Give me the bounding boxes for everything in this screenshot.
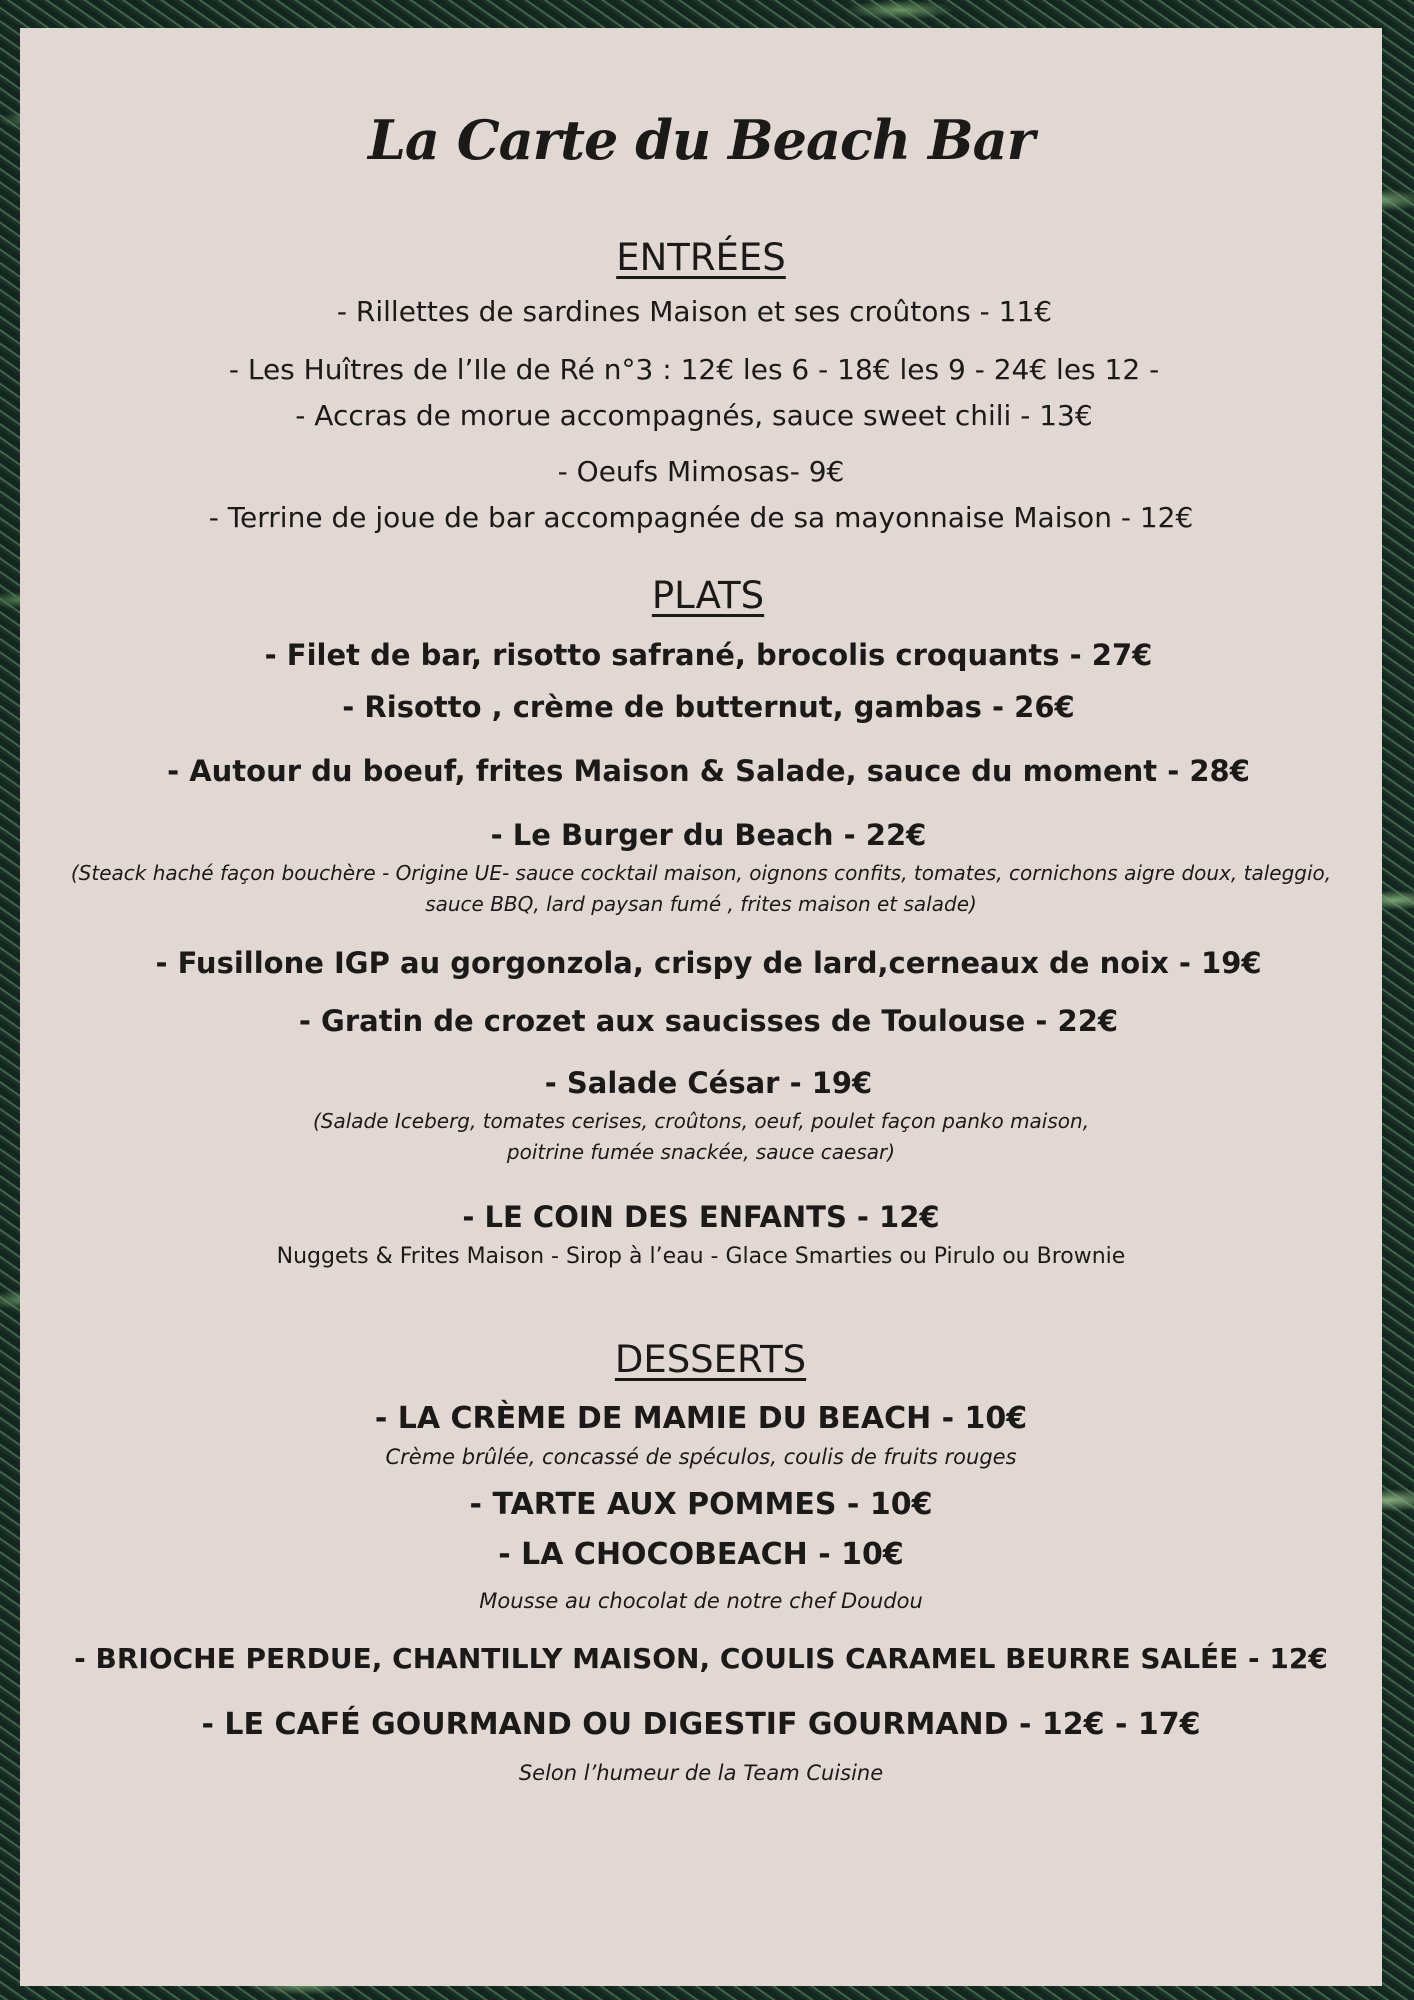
menu-item-plat: - LE COIN DES ENFANTS - 12€ <box>462 1200 940 1234</box>
menu-item-dessert: - TARTE AUX POMMES - 10€ <box>469 1487 933 1522</box>
menu-item-entree: - Oeufs Mimosas- 9€ <box>557 455 845 488</box>
menu-item-plat: - Fusillone IGP au gorgonzola, crispy de lard,cerneaux de noix - 19€ <box>155 946 1262 980</box>
menu-item-dessert: - BRIOCHE PERDUE, CHANTILLY MAISON, COULIS CARAMEL BEURRE SALÉE - 12€ <box>74 1642 1328 1675</box>
menu-item-description: (Salade Iceberg, tomates cerises, croûtons, oeuf, poulet façon panko maison, <box>312 1109 1090 1133</box>
menu-item-dessert: - LA CRÈME DE MAMIE DU BEACH - 10€ <box>374 1401 1028 1436</box>
menu-item-plat: - Risotto , crème de butternut, gambas - 26€ <box>342 690 1075 724</box>
menu-item-entree: - Terrine de joue de bar accompagnée de sa mayonnaise Maison - 12€ <box>208 501 1194 534</box>
section-heading-desserts: DESSERTS <box>614 1338 807 1381</box>
menu-item-description: Crème brûlée, concassé de spéculos, coulis de fruits rouges <box>385 1445 1017 1469</box>
menu-item-description: (Steack haché façon bouchère - Origine UE- sauce cocktail maison, oignons confits, tomates, cornichons aigre doux, taleggio, sauce BBQ, lard paysan fumé , frites maison et salade) <box>70 861 1332 916</box>
menu-item-description: Nuggets & Frites Maison - Sirop à l’eau - Glace Smarties ou Pirulo ou Brownie <box>276 1244 1126 1269</box>
menu-item-entree: - Accras de morue accompagnés, sauce sweet chili - 13€ <box>295 399 1093 432</box>
menu-item-plat: - Filet de bar, risotto safrané, brocolis croquants - 27€ <box>264 638 1153 672</box>
menu-item-plat: - Salade César - 19€ <box>544 1066 873 1100</box>
menu-item-dessert: - LA CHOCOBEACH - 10€ <box>498 1537 904 1572</box>
menu-item-plat: - Autour du boeuf, frites Maison & Salade, sauce du moment - 28€ <box>167 754 1250 788</box>
menu-item-plat: - Le Burger du Beach - 22€ <box>490 818 927 852</box>
menu-item-description: Selon l’humeur de la Team Cuisine <box>518 1761 884 1785</box>
menu-card <box>20 28 1382 1986</box>
menu-item-entree: - Les Huîtres de l’Ile de Ré n°3 : 12€ les 6 - 18€ les 9 - 24€ les 12 - <box>228 353 1160 386</box>
menu-item-description: Mousse au chocolat de notre chef Doudou <box>479 1589 923 1613</box>
section-heading-entrees: ENTRÉES <box>616 236 786 279</box>
menu-item-dessert: - LE CAFÉ GOURMAND OU DIGESTIF GOURMAND - 12€ - 17€ <box>201 1707 1201 1742</box>
menu-content <box>20 28 1382 1788</box>
section-heading-plats: PLATS <box>651 574 765 617</box>
menu-item-plat: - Gratin de crozet aux saucisses de Toulouse - 22€ <box>298 1004 1119 1038</box>
menu-title: La Carte du Beach Bar <box>367 108 1035 172</box>
menu-item-entree: - Rillettes de sardines Maison et ses croûtons - 11€ <box>336 295 1053 328</box>
menu-item-description: poitrine fumée snackée, sauce caesar) <box>506 1140 896 1164</box>
